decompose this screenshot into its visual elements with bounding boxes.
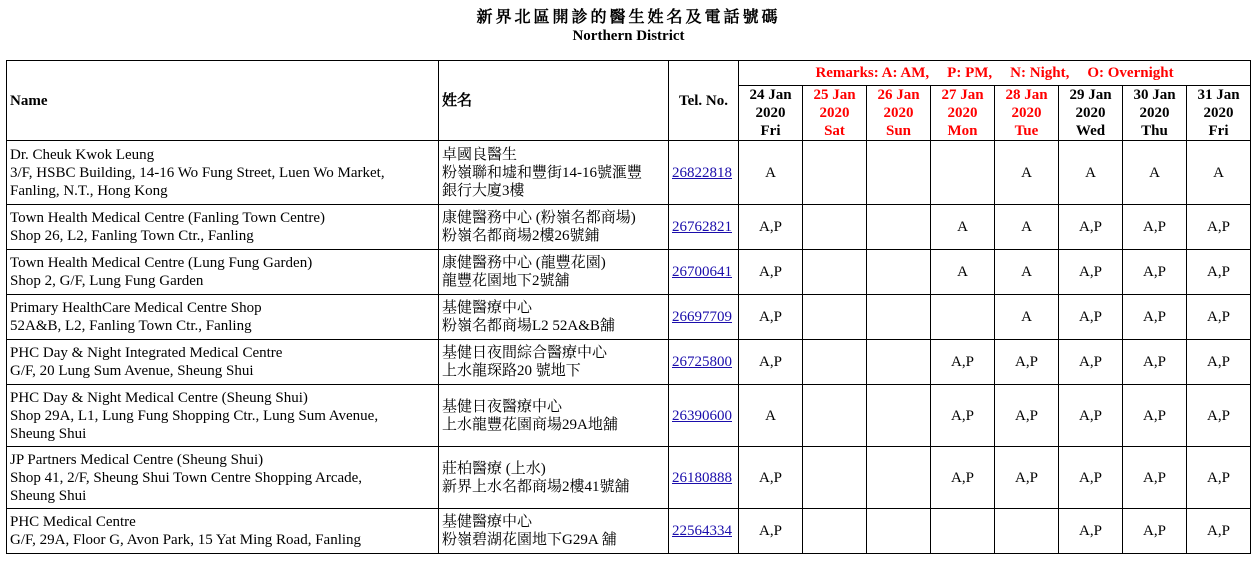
day-header-dow: Fri	[760, 123, 781, 139]
clinic-name-zh-line: 康健醫務中心 (粉嶺名都商場)	[442, 210, 636, 226]
schedule-slot: A,P	[1187, 205, 1251, 250]
schedule-slot: A	[739, 385, 803, 447]
clinic-name-zh-line: 上水龍琛路20 號地下	[442, 363, 581, 379]
clinic-name-address	[7, 250, 439, 295]
tel-link[interactable]: 26697709	[672, 309, 732, 325]
schedule-slot: A	[995, 295, 1059, 340]
tel-cell	[669, 141, 739, 205]
day-header-date: 25 Jan	[813, 87, 856, 103]
schedule-slot	[867, 205, 931, 250]
schedule-slot: A,P	[739, 250, 803, 295]
day-header-year: 2020	[883, 105, 914, 121]
clinic-name-zh-line: 莊柏醫療 (上水)	[442, 460, 546, 477]
clinic-name-line: Shop 41, 2/F, Sheung Shui Town Centre Shopping Arcade,	[10, 469, 363, 486]
header-tel: Tel. No.	[669, 61, 739, 141]
day-header	[995, 86, 1059, 141]
schedule-slot	[931, 295, 995, 340]
clinic-name-line: 3/F, HSBC Building, 14-16 Wo Fung Street, Luen Wo Market,	[10, 164, 385, 181]
schedule-slot: A,P	[1123, 250, 1187, 295]
day-header-year: 2020	[1203, 105, 1234, 121]
clinic-name-zh-line: 龍豐花園地下2號舖	[442, 273, 570, 289]
clinic-name-address	[7, 447, 439, 509]
schedule-slot: A,P	[1187, 509, 1251, 554]
day-header-date: 28 Jan	[1005, 87, 1048, 103]
clinic-name-zh	[439, 250, 669, 295]
tel-link[interactable]: 26725800	[672, 354, 732, 370]
schedule-slot: A	[931, 250, 995, 295]
remarks-am: Remarks: A: AM,	[815, 65, 930, 81]
clinic-name-zh-line: 基健醫療中心	[442, 514, 533, 530]
schedule-slot: A,P	[739, 295, 803, 340]
remarks-night: N: Night,	[1010, 65, 1070, 81]
clinic-name-line: G/F, 29A, Floor G, Avon Park, 15 Yat Ming Road, Fanling	[10, 532, 362, 548]
schedule-slot: A,P	[1187, 447, 1251, 509]
schedule-slot	[995, 509, 1059, 554]
table-row	[7, 447, 1251, 509]
page-title-en: Northern District	[572, 28, 685, 44]
schedule-slot: A,P	[1059, 205, 1123, 250]
day-header-date: 26 Jan	[877, 87, 920, 103]
schedule-slot: A,P	[1123, 295, 1187, 340]
header-name: Name	[7, 61, 439, 141]
schedule-slot: A,P	[931, 447, 995, 509]
tel-link[interactable]: 26822818	[672, 164, 732, 181]
day-header	[1187, 86, 1251, 141]
day-header-year: 2020	[1011, 105, 1042, 121]
schedule-slot: A	[931, 205, 995, 250]
schedule-slot: A,P	[1123, 205, 1187, 250]
schedule-slot	[931, 141, 995, 205]
day-header	[1059, 86, 1123, 141]
tel-cell	[669, 250, 739, 295]
schedule-slot	[803, 509, 867, 554]
schedule-slot	[867, 295, 931, 340]
clinic-name-zh-line: 新界上水名都商場2樓41號舖	[442, 478, 630, 495]
clinic-name-line: PHC Medical Centre	[10, 514, 136, 530]
table-row	[7, 340, 1251, 385]
day-header-year: 2020	[1139, 105, 1170, 121]
clinic-name-zh-line: 卓國良醫生	[442, 146, 518, 163]
clinic-name-line: Shop 26, L2, Fanling Town Ctr., Fanling	[10, 228, 254, 244]
schedule-slot: A,P	[739, 509, 803, 554]
clinic-name-line: Sheung Shui	[10, 425, 87, 442]
schedule-slot: A	[1059, 141, 1123, 205]
schedule-slot	[867, 340, 931, 385]
clinic-name-address	[7, 295, 439, 340]
schedule-slot: A,P	[995, 385, 1059, 447]
schedule-slot: A,P	[1059, 340, 1123, 385]
schedule-slot: A,P	[1059, 385, 1123, 447]
table-row	[7, 250, 1251, 295]
clinic-name-zh	[439, 447, 669, 509]
clinic-name-zh-line: 上水龍豐花園商場29A地舖	[442, 416, 618, 433]
clinic-name-zh-line: 基健醫療中心	[442, 300, 533, 316]
schedule-slot: A,P	[1187, 250, 1251, 295]
day-header	[1123, 86, 1187, 141]
table-row	[7, 295, 1251, 340]
schedule-slot	[867, 141, 931, 205]
schedule-slot: A,P	[1059, 509, 1123, 554]
remarks-legend	[739, 61, 1251, 86]
clinic-name-line: G/F, 20 Lung Sum Avenue, Sheung Shui	[10, 363, 254, 379]
schedule-slot: A	[1123, 141, 1187, 205]
schedule-slot	[803, 295, 867, 340]
schedule-slot: A,P	[931, 385, 995, 447]
schedule-slot	[867, 250, 931, 295]
clinic-name-zh	[439, 509, 669, 554]
schedule-slot: A	[1187, 141, 1251, 205]
day-header-dow: Wed	[1075, 123, 1106, 139]
day-header-date: 27 Jan	[941, 87, 984, 103]
clinic-name-zh	[439, 340, 669, 385]
day-header-year: 2020	[1075, 105, 1106, 121]
tel-cell	[669, 447, 739, 509]
day-header-dow: Sun	[885, 123, 912, 139]
schedule-slot: A	[739, 141, 803, 205]
table-row	[7, 385, 1251, 447]
clinic-name-line: Shop 2, G/F, Lung Fung Garden	[10, 273, 204, 289]
clinic-name-address	[7, 340, 439, 385]
clinic-name-line: Primary HealthCare Medical Centre Shop	[10, 300, 262, 316]
schedule-slot	[803, 141, 867, 205]
day-header	[739, 86, 803, 141]
schedule-slot: A,P	[1187, 340, 1251, 385]
tel-link[interactable]: 22564334	[672, 523, 732, 539]
schedule-slot: A,P	[1123, 509, 1187, 554]
clinic-name-address	[7, 141, 439, 205]
clinic-name-line: Town Health Medical Centre (Lung Fung Garden)	[10, 255, 313, 271]
clinic-name-address	[7, 205, 439, 250]
schedule-slot: A,P	[1059, 447, 1123, 509]
clinic-name-zh-line: 粉嶺名都商場L2 52A&B舖	[442, 318, 615, 334]
tel-cell	[669, 205, 739, 250]
clinic-name-zh-line: 粉嶺聯和墟和豐街14-16號滙豐	[442, 164, 642, 181]
schedule-slot	[803, 205, 867, 250]
header-name-zh: 姓名	[439, 61, 669, 141]
clinic-name-line: PHC Day & Night Integrated Medical Centre	[10, 345, 283, 361]
schedule-slot: A,P	[995, 340, 1059, 385]
day-header-dow: Tue	[1014, 123, 1039, 139]
schedule-slot: A,P	[1123, 447, 1187, 509]
schedule-slot: A	[995, 250, 1059, 295]
table-row	[7, 141, 1251, 205]
schedule-slot	[867, 447, 931, 509]
table-row	[7, 509, 1251, 554]
day-header	[867, 86, 931, 141]
day-header-dow: Fri	[1208, 123, 1229, 139]
tel-link[interactable]: 26390600	[672, 407, 732, 424]
day-header-date: 31 Jan	[1197, 87, 1240, 103]
day-header-year: 2020	[947, 105, 978, 121]
clinic-name-zh-line: 粉嶺碧湖花園地下G29A 舖	[442, 532, 617, 548]
schedule-slot: A,P	[1187, 385, 1251, 447]
clinic-name-line: Town Health Medical Centre (Fanling Town Centre)	[10, 210, 326, 226]
clinic-name-zh	[439, 385, 669, 447]
tel-link[interactable]: 26700641	[672, 264, 732, 280]
schedule-slot	[803, 385, 867, 447]
remarks-overnight: O: Overnight	[1087, 65, 1174, 81]
tel-cell	[669, 295, 739, 340]
schedule-slot: A,P	[931, 340, 995, 385]
schedule-slot: A,P	[1123, 385, 1187, 447]
schedule-slot	[931, 509, 995, 554]
schedule-slot: A,P	[1123, 340, 1187, 385]
schedule-slot	[803, 340, 867, 385]
clinic-name-line: Dr. Cheuk Kwok Leung	[10, 146, 155, 163]
schedule-slot	[803, 250, 867, 295]
schedule-slot: A,P	[995, 447, 1059, 509]
day-header-date: 29 Jan	[1069, 87, 1112, 103]
clinic-name-zh	[439, 205, 669, 250]
schedule-slot	[803, 447, 867, 509]
clinic-name-line: PHC Day & Night Medical Centre (Sheung Shui)	[10, 389, 308, 406]
clinic-name-line: 52A&B, L2, Fanling Town Ctr., Fanling	[10, 318, 252, 334]
clinic-name-zh	[439, 141, 669, 205]
day-header	[803, 86, 867, 141]
page-title-zh: 新界北區開診的醫生姓名及電話號碼	[476, 9, 781, 26]
schedule-slot: A,P	[739, 447, 803, 509]
tel-cell	[669, 340, 739, 385]
schedule-slot	[867, 385, 931, 447]
schedule-slot: A	[995, 205, 1059, 250]
clinic-rows	[7, 141, 1251, 554]
clinic-name-address	[7, 509, 439, 554]
schedule-slot	[867, 509, 931, 554]
clinic-name-zh-line: 康健醫務中心 (龍豐花園)	[442, 255, 606, 271]
table-row	[7, 205, 1251, 250]
clinic-name-line: Shop 29A, L1, Lung Fung Shopping Ctr., Lung Sum Avenue,	[10, 407, 379, 424]
clinic-name-line: JP Partners Medical Centre (Sheung Shui)	[10, 451, 264, 468]
clinic-schedule-table	[6, 60, 1251, 554]
clinic-name-zh	[439, 295, 669, 340]
day-header-year: 2020	[755, 105, 786, 121]
schedule-slot: A,P	[739, 340, 803, 385]
tel-cell	[669, 509, 739, 554]
day-header-dow: Thu	[1141, 123, 1168, 139]
clinic-name-zh-line: 基健日夜醫療中心	[442, 398, 563, 415]
clinic-name-zh-line: 銀行大廈3樓	[442, 182, 525, 199]
schedule-slot: A	[995, 141, 1059, 205]
clinic-name-address	[7, 385, 439, 447]
tel-link[interactable]: 26762821	[672, 219, 732, 235]
day-header-date: 24 Jan	[749, 87, 792, 103]
day-header-date: 30 Jan	[1133, 87, 1176, 103]
day-header	[931, 86, 995, 141]
remarks-pm: P: PM,	[947, 65, 993, 81]
tel-link[interactable]: 26180888	[672, 469, 732, 486]
tel-cell	[669, 385, 739, 447]
day-header-dow: Mon	[947, 123, 978, 139]
schedule-slot: A,P	[1059, 250, 1123, 295]
clinic-name-line: Fanling, N.T., Hong Kong	[10, 182, 168, 199]
schedule-slot: A,P	[1187, 295, 1251, 340]
day-header-year: 2020	[819, 105, 850, 121]
day-header-dow: Sat	[824, 123, 845, 139]
clinic-name-line: Sheung Shui	[10, 487, 87, 504]
schedule-slot: A,P	[1059, 295, 1123, 340]
clinic-name-zh-line: 基健日夜間綜合醫療中心	[442, 345, 608, 361]
clinic-name-zh-line: 粉嶺名都商場2樓26號鋪	[442, 228, 600, 244]
schedule-slot: A,P	[739, 205, 803, 250]
